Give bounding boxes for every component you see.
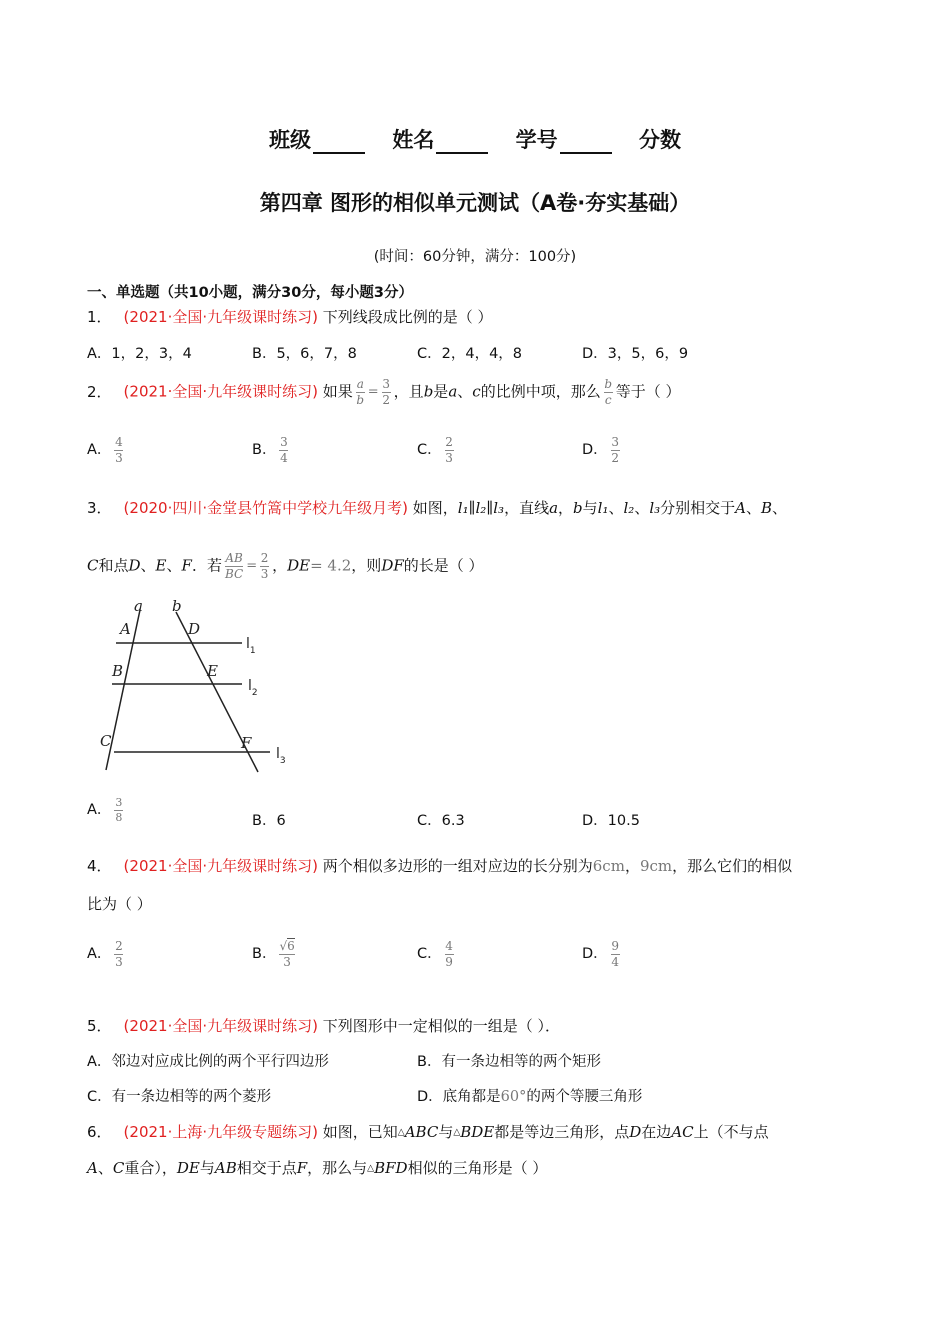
q3-option-c[interactable]: C．6.3 xyxy=(417,813,465,829)
name-field[interactable]: 姓名 xyxy=(392,124,488,154)
section-heading: 一、单选题（共10小题，满分30分，每小题3分） xyxy=(87,285,413,301)
question-6: 6． (2021·上海·九年级专题练习) 如图，已知△ABC与△BDE都是等边三角形，点D在边AC上（不与点 xyxy=(87,1123,769,1141)
fig-point-c: C xyxy=(100,732,112,750)
question-3-line2: C和点D、E、F．若 $\frac{AB}{BC}$ = $\frac{2}{3}$ ，DE= 4.2，则DF的长是（ ） xyxy=(87,551,484,581)
question-4-line2: 比为（ ） xyxy=(87,895,152,913)
fig-point-d: D xyxy=(188,620,201,638)
student-info-header xyxy=(0,124,950,154)
question-1: 1． (2021·全国·九年级课时练习) 下列线段成比例的是（ ） xyxy=(87,308,493,326)
q2-option-a[interactable]: A． $\frac{4}{3}$ xyxy=(87,435,123,465)
q4-option-b[interactable]: B． $\frac{√6}{3}$ xyxy=(252,939,295,969)
question-source: (2021·全国·九年级课时练习) xyxy=(123,308,318,326)
q4-option-a[interactable]: A． $\frac{2}{3}$ xyxy=(87,939,123,969)
q5-option-d[interactable]: D．底角都是60°的两个等腰三角形 xyxy=(417,1089,643,1105)
fig-line-l2: $l_2$ xyxy=(248,678,258,698)
q3-option-d[interactable]: D．10.5 xyxy=(582,813,640,829)
q1-option-c[interactable]: C．2，4，4，8 xyxy=(417,346,523,362)
fig-point-b: B xyxy=(112,662,124,680)
q3-option-a[interactable]: A． $\frac{3}{8}$ xyxy=(87,796,123,824)
q5-option-b[interactable]: B．有一条边相等的两个矩形 xyxy=(417,1054,601,1070)
question-3: 3． (2020·四川·金堂县竹篙中学校九年级月考) 如图，l₁∥l₂∥l₃，直线a，b与l₁、l₂、l₃分别相交于A、B、 xyxy=(87,499,788,517)
q1-option-a[interactable]: A．1，2，3，4 xyxy=(87,346,192,362)
q5-option-a[interactable]: A．邻边对应成比例的两个平行四边形 xyxy=(87,1054,329,1070)
class-field[interactable]: 班级 xyxy=(269,124,365,154)
fig-label-a: a xyxy=(134,598,143,615)
q4-option-d[interactable]: D． $\frac{9}{4}$ xyxy=(582,939,619,969)
question-4: 4． (2021·全国·九年级课时练习) 两个相似多边形的一组对应边的长分别为6cm，9cm，那么它们的相似 xyxy=(87,857,793,875)
fig-line-l3: $l_3$ xyxy=(276,746,286,766)
q2-option-d[interactable]: D． $\frac{3}{2}$ xyxy=(582,435,619,465)
page-title: 第四章 图形的相似单元测试（A卷·夯实基础） xyxy=(259,191,691,215)
q5-option-c[interactable]: C．有一条边相等的两个菱形 xyxy=(87,1089,272,1105)
fig-label-b: b xyxy=(172,598,182,615)
question-6-line2: A、C重合），DE与AB相交于点F，那么与△BFD相似的三角形是（ ） xyxy=(87,1159,548,1177)
fig-point-f: F xyxy=(241,734,252,752)
student-id-field[interactable]: 学号 xyxy=(516,124,612,154)
q1-option-b[interactable]: B．5，6，7，8 xyxy=(252,346,357,362)
question-2: 2． (2021·全国·九年级课时练习) 如果 $\frac{a}{b}$ = $\frac{3}{2}$ ，且b是a、c的比例中项，那么 $\frac{b}{c}$ 等于（ ） xyxy=(87,377,681,407)
q2-option-b[interactable]: B． $\frac{3}{4}$ xyxy=(252,435,288,465)
fig-point-e: E xyxy=(207,662,218,680)
fig-line-l1: $l_1$ xyxy=(246,636,256,656)
fig-point-a: A xyxy=(120,620,131,638)
question-5: 5． (2021·全国·九年级课时练习) 下列图形中一定相似的一组是（ ）． xyxy=(87,1017,561,1035)
exam-time-info: (时间：60分钟，满分：100分) xyxy=(373,249,577,265)
q2-option-c[interactable]: C． $\frac{2}{3}$ xyxy=(417,435,453,465)
q3-option-b[interactable]: B．6 xyxy=(252,813,286,829)
parallel-lines-figure xyxy=(100,598,300,788)
q4-option-c[interactable]: C． $\frac{4}{9}$ xyxy=(417,939,453,969)
q1-option-d[interactable]: D．3，5，6，9 xyxy=(582,346,689,362)
score-field[interactable]: 分数 xyxy=(638,128,681,152)
